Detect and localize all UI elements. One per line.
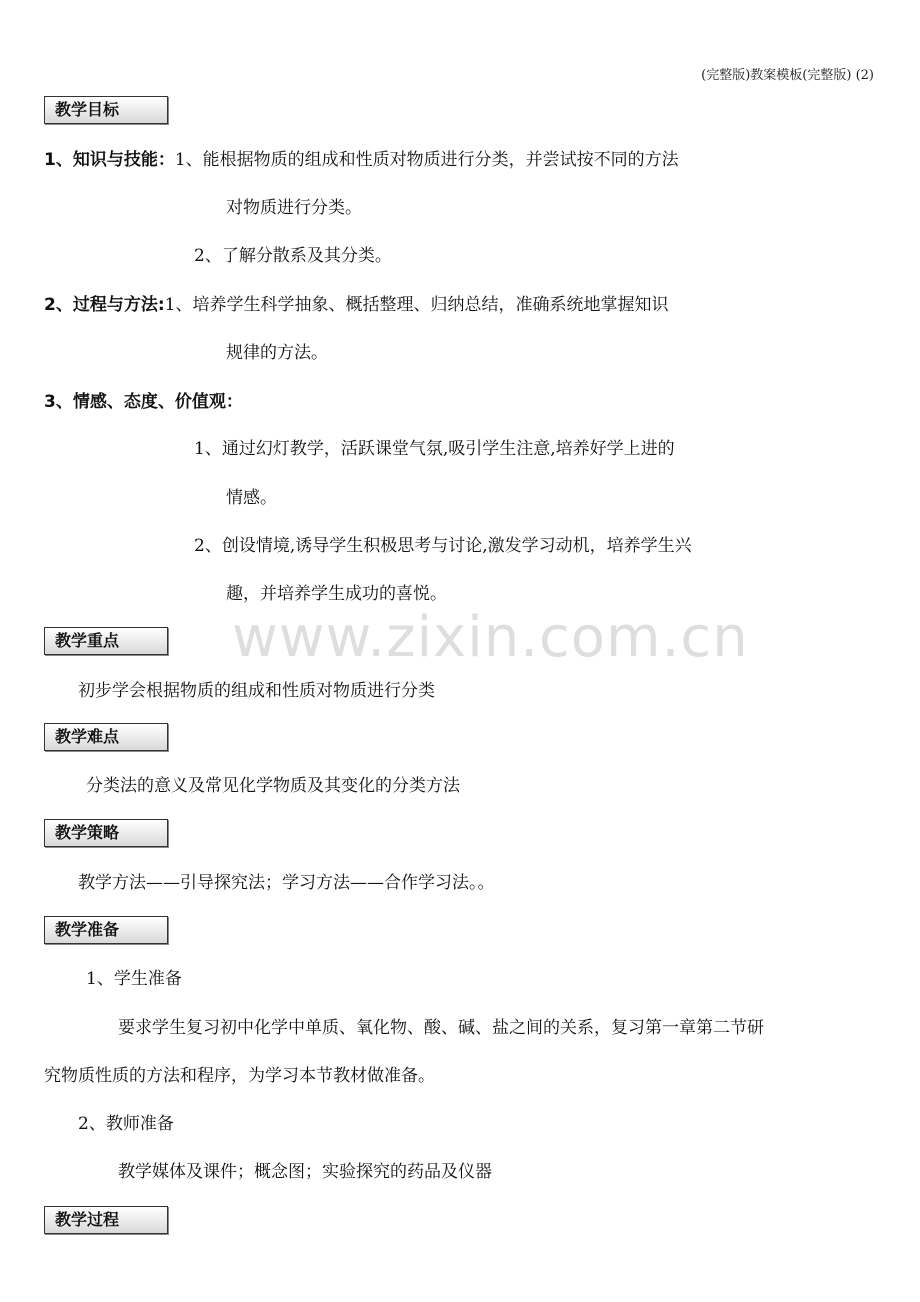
goal-2-label: 2、过程与方法: xyxy=(44,295,165,315)
student-prep-line-2: 究物质性质的方法和程序，为学习本节教材做准备。 xyxy=(44,1066,435,1086)
student-prep-label: 1、学生准备 xyxy=(86,969,182,989)
goal-2-item-1-line-2: 规律的方法。 xyxy=(226,343,328,363)
goal-3-item-2-line-1: 2、创设情境,诱导学生积极思考与讨论,激发学习动机，培养学生兴 xyxy=(194,536,692,556)
goal-3-item-1-line-2: 情感。 xyxy=(226,488,277,508)
teacher-prep-text: 教学媒体及课件；概念图；实验探究的药品及仪器 xyxy=(118,1162,492,1182)
goal-2-row xyxy=(44,295,668,315)
section-goals-heading: 教学目标 xyxy=(44,96,168,124)
goal-1-row xyxy=(44,150,679,170)
goal-2-item-1-line-1: 1、培养学生科学抽象、概括整理、归纳总结，准确系统地掌握知识 xyxy=(164,295,669,315)
watermark: www.zixin.com.cn xyxy=(232,605,749,670)
goal-1-label: 1、知识与技能： xyxy=(44,150,175,170)
section-process-heading: 教学过程 xyxy=(44,1206,168,1234)
section-difficulties-heading: 教学难点 xyxy=(44,723,168,751)
section-preparation-heading: 教学准备 xyxy=(44,916,168,944)
goal-3-item-1-line-1: 1、通过幻灯教学，活跃课堂气氛,吸引学生注意,培养好学上进的 xyxy=(194,439,675,459)
strategy-text: 教学方法——引导探究法；学习方法——合作学习法。。 xyxy=(78,873,495,893)
student-prep-line-1: 要求学生复习初中化学中单质、氧化物、酸、碱、盐之间的关系，复习第一章第二节研 xyxy=(118,1018,764,1038)
goal-3-label: 3、情感、态度、价值观： xyxy=(44,392,243,412)
goal-1-item-2: 2、了解分散系及其分类。 xyxy=(194,246,392,266)
section-key-points-heading: 教学重点 xyxy=(44,627,168,655)
goal-1-item-1-line-1: 1、能根据物质的组成和性质对物质进行分类，并尝试按不同的方法 xyxy=(174,150,679,170)
teacher-prep-label: 2、教师准备 xyxy=(78,1114,174,1134)
key-points-text: 初步学会根据物质的组成和性质对物质进行分类 xyxy=(78,681,435,701)
difficulties-text: 分类法的意义及常见化学物质及其变化的分类方法 xyxy=(86,776,460,796)
page-header: (完整版)教案模板(完整版) (2) xyxy=(701,68,874,83)
section-strategy-heading: 教学策略 xyxy=(44,819,168,847)
goal-1-item-1-line-2: 对物质进行分类。 xyxy=(226,198,362,218)
goal-3-item-2-line-2: 趣，并培养学生成功的喜悦。 xyxy=(226,584,447,604)
